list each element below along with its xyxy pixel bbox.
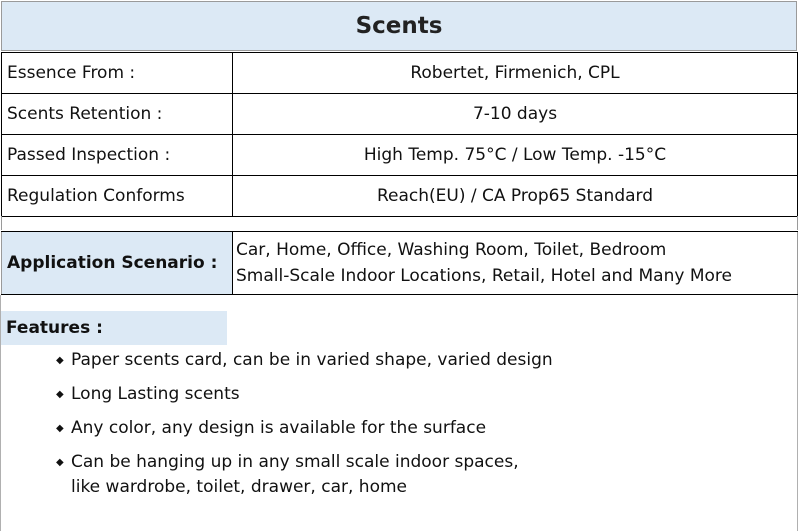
row-label: Regulation Conforms [2,176,233,217]
table-row [2,176,798,217]
table-row [2,53,798,94]
diamond-bullet-icon: ◆ [56,355,64,366]
features-label: Features : [1,311,227,345]
spec-table [1,52,798,217]
diamond-bullet-icon: ◆ [56,423,64,434]
row-label: Essence From : [2,53,233,94]
row-value: Reach(EU) / CA Prop65 Standard [233,176,798,217]
divider [797,295,798,531]
list-item [56,450,553,500]
row-value: Robertet, Firmenich, CPL [233,53,798,94]
application-line: Car, Home, Office, Washing Room, Toilet, Bedroom [236,240,667,260]
table-row [2,94,798,135]
row-label: Passed Inspection : [2,135,233,176]
diamond-bullet-icon: ◆ [56,457,64,468]
row-value: High Temp. 75°C / Low Temp. -15°C [233,135,798,176]
page-title: Scents [1,1,797,51]
feature-text: Long Lasting scents [71,384,240,404]
features-list [56,348,553,509]
feature-text: Any color, any design is available for the surface [71,418,487,438]
application-scenario [1,231,798,295]
spacer [1,216,798,230]
list-item [56,382,553,407]
diamond-bullet-icon: ◆ [56,389,64,400]
table-row [2,135,798,176]
application-line: Small-Scale Indoor Locations, Retail, Hotel and Many More [236,266,732,286]
application-label: Application Scenario : [1,232,233,294]
row-value: 7-10 days [233,94,798,135]
feature-text: Paper scents card, can be in varied shape, varied design [71,350,553,370]
feature-text: Can be hanging up in any small scale indoor spaces, like wardrobe, toilet, drawer, car, home [71,452,519,497]
application-value [233,232,798,294]
list-item [56,416,553,441]
row-label: Scents Retention : [2,94,233,135]
list-item [56,348,553,373]
